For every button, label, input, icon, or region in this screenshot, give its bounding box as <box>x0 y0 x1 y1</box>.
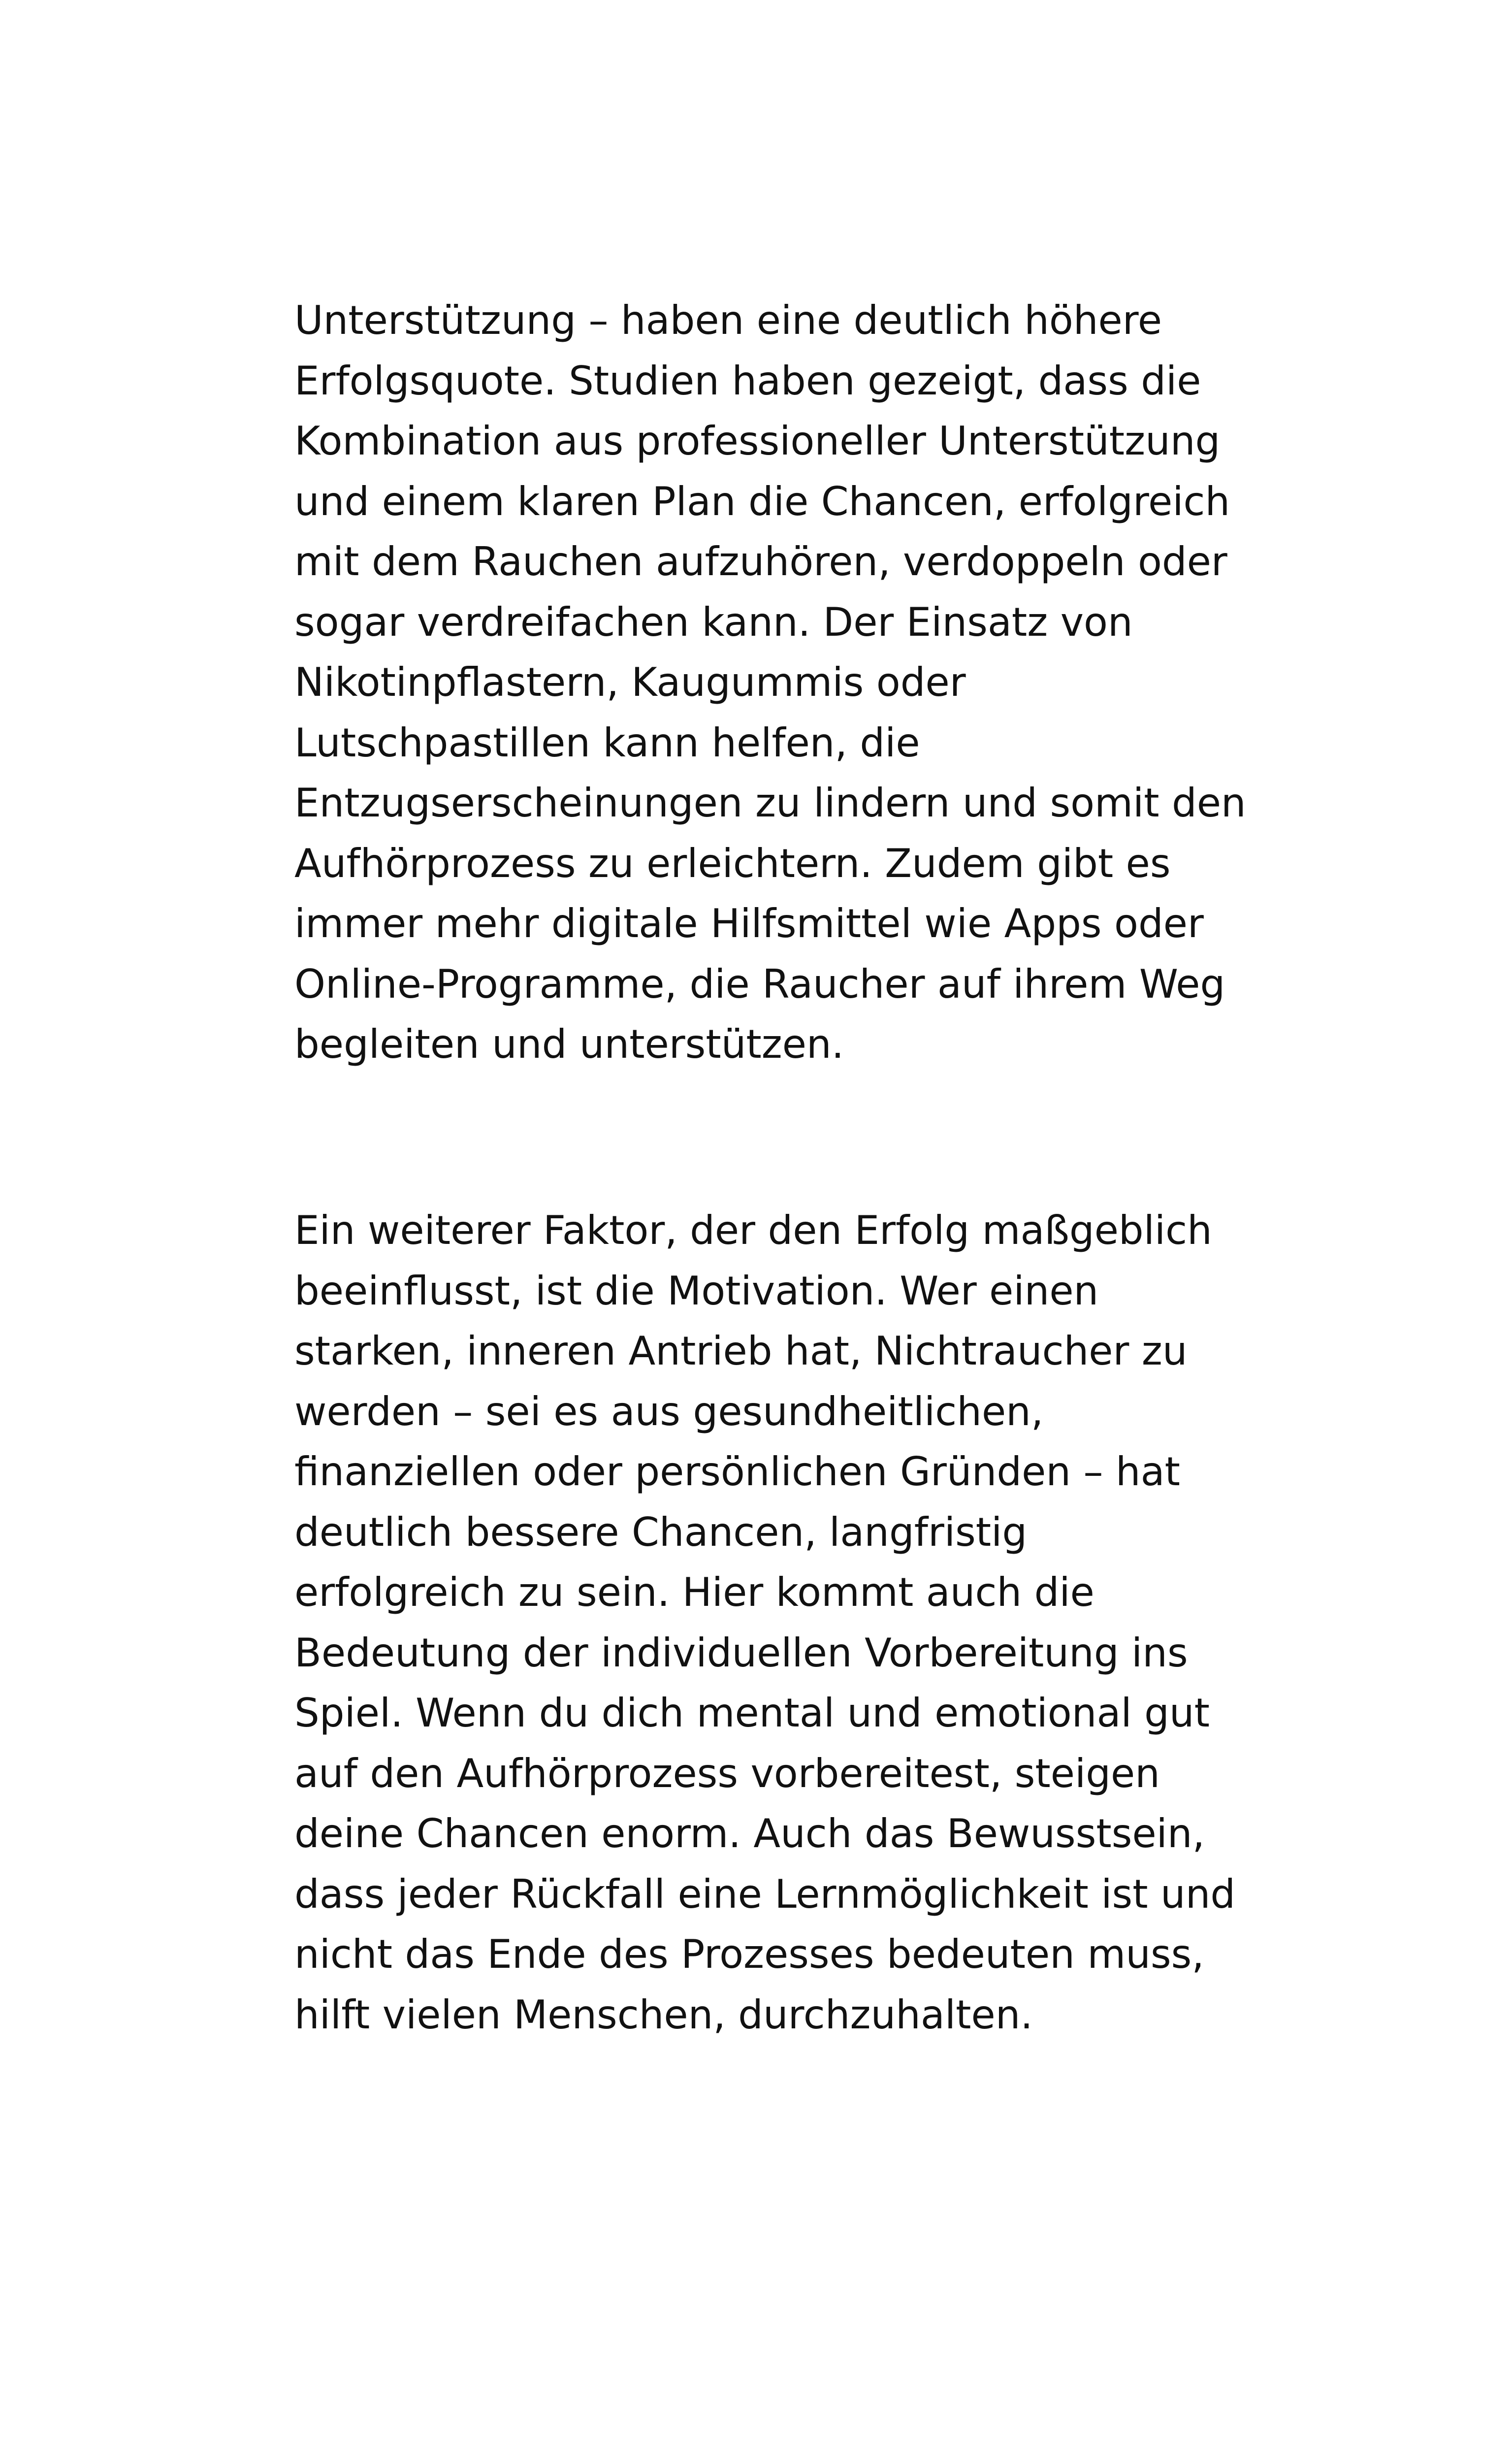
text-line: Bedeutung der individuellen Vorbereitung ins <box>294 1629 1188 1676</box>
text-line: Spiel. Wenn du dich mental und emotional gut <box>294 1690 1210 1736</box>
text-line: auf den Aufhörprozess vorbereitest, steigen <box>294 1750 1160 1796</box>
paragraph-support-success <box>294 291 1309 1075</box>
text-line: werden – sei es aus gesundheitlichen, <box>294 1388 1044 1434</box>
text-line: Ein weiterer Faktor, der den Erfolg maßgeblich <box>294 1207 1212 1253</box>
text-line: mit dem Rauchen aufzuhören, verdoppeln oder <box>294 539 1227 585</box>
text-line: dass jeder Rückfall eine Lernmöglichkeit ist und <box>294 1871 1236 1917</box>
text-line: sogar verdreifachen kann. Der Einsatz von <box>294 599 1133 645</box>
text-line: deutlich bessere Chancen, langfristig <box>294 1509 1028 1555</box>
text-line: Entzugserscheinungen zu lindern und somit den <box>294 780 1246 826</box>
text-line: finanziellen oder persönlichen Gründen – hat <box>294 1449 1180 1495</box>
text-line: erfolgreich zu sein. Hier kommt auch die <box>294 1569 1094 1615</box>
text-line: hilft vielen Menschen, durchzuhalten. <box>294 1991 1033 2038</box>
text-line: starken, inneren Antrieb hat, Nichtraucher zu <box>294 1328 1188 1374</box>
text-line: und einem klaren Plan die Chancen, erfolgreich <box>294 478 1230 524</box>
text-line: deine Chancen enorm. Auch das Bewusstsein, <box>294 1811 1205 1857</box>
text-line: begleiten und unterstützen. <box>294 1021 844 1067</box>
text-line: Aufhörprozess zu erleichtern. Zudem gibt es <box>294 840 1171 886</box>
text-line: Erfolgsquote. Studien haben gezeigt, dass die <box>294 358 1201 404</box>
text-line: nicht das Ende des Prozesses bedeuten muss, <box>294 1931 1204 1977</box>
paragraph-motivation <box>294 1201 1309 2045</box>
text-line: Online-Programme, die Raucher auf ihrem Weg <box>294 961 1225 1007</box>
text-line: Nikotinpflastern, Kaugummis oder <box>294 659 966 705</box>
text-line: Unterstützung – haben eine deutlich höhere <box>294 297 1162 343</box>
text-line: immer mehr digitale Hilfsmittel wie Apps oder <box>294 901 1204 946</box>
text-line: Kombination aus professioneller Unterstützung <box>294 418 1221 464</box>
text-line: Lutschpastillen kann helfen, die <box>294 719 920 766</box>
text-line: beeinflusst, ist die Motivation. Wer einen <box>294 1268 1099 1314</box>
